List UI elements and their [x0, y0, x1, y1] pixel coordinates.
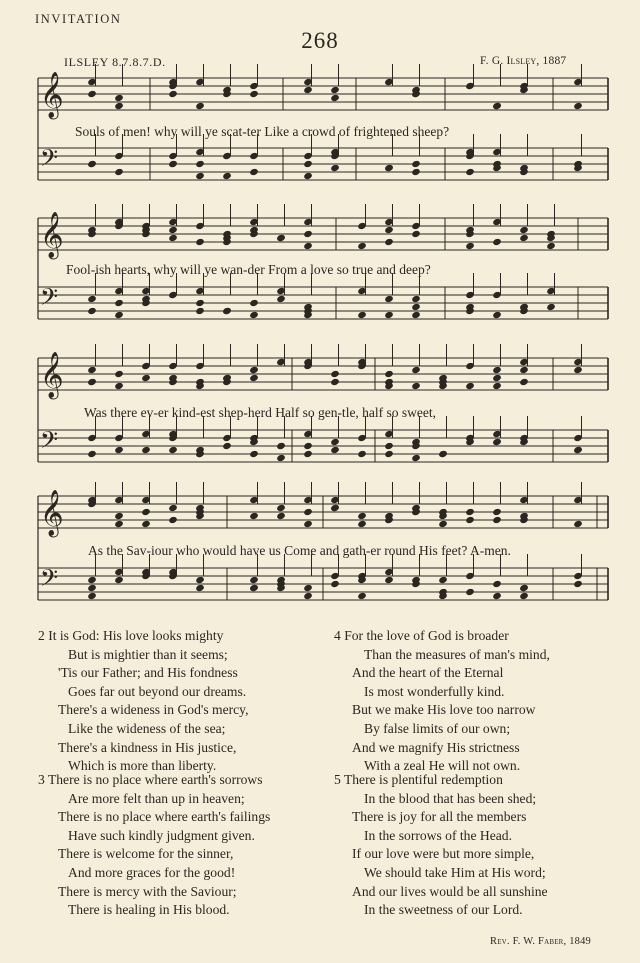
- note-head: [276, 512, 286, 520]
- note-head: [249, 512, 259, 520]
- note-head: [249, 299, 259, 307]
- note-head: [168, 90, 178, 98]
- note-head: [87, 378, 97, 386]
- note-head: [465, 508, 475, 516]
- note-head: [195, 172, 205, 180]
- note-head: [330, 86, 340, 94]
- note-head: [87, 366, 97, 374]
- note-head: [384, 576, 394, 584]
- note-head: [411, 295, 421, 303]
- note-head: [573, 520, 583, 528]
- note-head: [276, 504, 286, 512]
- verse-line: Than the measures of man's mind,: [364, 646, 550, 662]
- note-head: [249, 168, 259, 176]
- note-head: [492, 508, 502, 516]
- note-head: [114, 102, 124, 110]
- author-credit: Rev. F. W. Faber, 1849: [490, 936, 591, 947]
- note-head: [303, 160, 313, 168]
- note-head: [411, 160, 421, 168]
- verse-3: [38, 771, 270, 920]
- note-head: [168, 516, 178, 524]
- note-head: [492, 382, 502, 390]
- treble-clef-icon: 𝄞: [40, 212, 64, 258]
- verse-line: There is welcome for the sinner,: [58, 846, 234, 862]
- note-head: [519, 366, 529, 374]
- verse-5: [334, 771, 548, 920]
- lyric-line: Was there ev-er kind-est shep-herd Half so gen-tle, half so sweet,: [84, 405, 437, 420]
- verse-line: Like the wideness of the sea;: [68, 720, 226, 736]
- bass-clef-icon: 𝄢: [40, 144, 59, 177]
- lyric-line: As the Sav-iour who would have us Come and gath-er round His feet? A-men.: [88, 543, 511, 558]
- note-head: [222, 172, 232, 180]
- note-head: [87, 584, 97, 592]
- note-head: [249, 90, 259, 98]
- note-head: [141, 374, 151, 382]
- note-head: [492, 438, 502, 446]
- note-head: [519, 378, 529, 386]
- note-head: [519, 592, 529, 600]
- verse-line: But is mightier than it seems;: [68, 646, 228, 662]
- verse-line: Is most wonderfully kind.: [364, 683, 505, 699]
- note-head: [384, 450, 394, 458]
- note-head: [357, 242, 367, 250]
- note-head: [87, 576, 97, 584]
- note-head: [303, 172, 313, 180]
- note-head: [357, 311, 367, 319]
- note-head: [168, 160, 178, 168]
- note-head: [519, 234, 529, 242]
- note-head: [330, 438, 340, 446]
- verse-line: And the heart of the Eternal: [352, 665, 504, 681]
- note-head: [303, 450, 313, 458]
- section-label: INVITATION: [35, 12, 122, 26]
- note-head: [492, 238, 502, 246]
- note-head: [168, 226, 178, 234]
- note-head: [114, 168, 124, 176]
- treble-clef-icon: 𝄞: [40, 490, 64, 536]
- verse-line: If our love were but more simple,: [352, 846, 535, 862]
- note-head: [141, 446, 151, 454]
- note-head: [276, 234, 286, 242]
- note-head: [492, 516, 502, 524]
- note-head: [276, 442, 286, 450]
- note-head: [330, 370, 340, 378]
- note-head: [411, 366, 421, 374]
- note-head: [546, 242, 556, 250]
- note-head: [168, 504, 178, 512]
- verse-line: There is mercy with the Saviour;: [58, 883, 237, 899]
- verse-line: 5 There is plentiful redemption: [334, 772, 503, 787]
- note-head: [249, 584, 259, 592]
- note-head: [114, 382, 124, 390]
- verse-line: There is no place where earth's failings: [58, 809, 271, 825]
- note-head: [411, 230, 421, 238]
- note-head: [195, 584, 205, 592]
- note-head: [114, 311, 124, 319]
- note-head: [330, 378, 340, 386]
- verse-line: We should take Him at His word;: [364, 864, 546, 880]
- note-head: [411, 168, 421, 176]
- note-head: [492, 102, 502, 110]
- note-head: [249, 576, 259, 584]
- verse-line: Which is more than liberty.: [68, 758, 217, 774]
- note-head: [411, 382, 421, 390]
- note-head: [114, 576, 124, 584]
- verse-line: Goes far out beyond our dreams.: [68, 683, 247, 699]
- note-head: [384, 295, 394, 303]
- note-head: [303, 230, 313, 238]
- note-head: [330, 164, 340, 172]
- note-head: [384, 238, 394, 246]
- note-head: [384, 370, 394, 378]
- note-head: [357, 520, 367, 528]
- note-head: [384, 164, 394, 172]
- note-head: [114, 446, 124, 454]
- bass-clef-icon: 𝄢: [40, 564, 59, 597]
- note-head: [114, 520, 124, 528]
- note-head: [87, 90, 97, 98]
- lyric-line: Souls of men! why will ye scat-ter Like a crowd of frightened sheep?: [75, 124, 450, 139]
- hymn-number: 268: [301, 28, 339, 53]
- note-head: [492, 592, 502, 600]
- note-head: [195, 102, 205, 110]
- note-head: [330, 580, 340, 588]
- tune-name: ILSLEY 8.7.8.7.D.: [64, 55, 166, 69]
- note-head: [411, 454, 421, 462]
- note-head: [195, 238, 205, 246]
- note-head: [438, 576, 448, 584]
- verse-line: And our lives would be all sunshine: [352, 883, 548, 899]
- note-head: [357, 592, 367, 600]
- verse-line: But we make His love too narrow: [352, 702, 536, 718]
- note-head: [303, 442, 313, 450]
- note-head: [492, 580, 502, 588]
- note-head: [222, 307, 232, 315]
- note-head: [519, 226, 529, 234]
- note-head: [438, 520, 448, 528]
- verse-line: There is healing in His blood.: [68, 902, 230, 918]
- verse-2: [38, 627, 249, 776]
- note-head: [492, 311, 502, 319]
- note-head: [87, 450, 97, 458]
- verse-line: By false limits of our own;: [364, 720, 511, 736]
- note-head: [168, 446, 178, 454]
- note-head: [195, 299, 205, 307]
- note-head: [195, 307, 205, 315]
- note-head: [465, 168, 475, 176]
- note-head: [168, 234, 178, 242]
- note-head: [87, 307, 97, 315]
- note-head: [249, 450, 259, 458]
- note-head: [303, 508, 313, 516]
- note-head: [384, 442, 394, 450]
- note-head: [141, 520, 151, 528]
- bass-clef-icon: 𝄢: [40, 426, 59, 459]
- verse-line: And we magnify His strictness: [352, 739, 520, 755]
- note-head: [573, 102, 583, 110]
- note-head: [276, 454, 286, 462]
- note-head: [87, 160, 97, 168]
- note-head: [546, 303, 556, 311]
- note-head: [330, 446, 340, 454]
- verse-line: Have such kindly judgment given.: [68, 827, 255, 843]
- note-head: [465, 382, 475, 390]
- note-head: [573, 580, 583, 588]
- verse-line: And more graces for the good!: [68, 864, 236, 880]
- note-head: [303, 520, 313, 528]
- note-head: [249, 311, 259, 319]
- note-head: [573, 446, 583, 454]
- note-head: [87, 295, 97, 303]
- note-head: [141, 508, 151, 516]
- note-head: [465, 242, 475, 250]
- note-head: [411, 303, 421, 311]
- verse-line: 4 For the love of God is broader: [334, 628, 509, 643]
- verse-line: 2 It is God: His love looks mighty: [38, 628, 224, 643]
- bass-clef-icon: 𝄢: [40, 283, 59, 316]
- lyric-line: Fool-ish hearts, why will ye wan-der From a love so true and deep?: [66, 262, 431, 277]
- note-head: [357, 450, 367, 458]
- note-head: [114, 512, 124, 520]
- note-head: [303, 242, 313, 250]
- note-head: [114, 299, 124, 307]
- treble-clef-icon: 𝄞: [40, 352, 64, 398]
- note-head: [249, 366, 259, 374]
- note-head: [276, 295, 286, 303]
- verse-line: In the sorrows of the Head.: [364, 827, 512, 843]
- note-head: [195, 160, 205, 168]
- note-head: [492, 366, 502, 374]
- note-head: [330, 504, 340, 512]
- note-head: [222, 442, 232, 450]
- note-head: [492, 374, 502, 382]
- note-head: [303, 584, 313, 592]
- note-head: [573, 366, 583, 374]
- note-head: [330, 94, 340, 102]
- note-head: [303, 86, 313, 94]
- note-head: [465, 516, 475, 524]
- treble-clef-icon: 𝄞: [40, 72, 64, 118]
- composer-credit: F. G. Ilsley, 1887: [480, 55, 567, 67]
- verse-4: [334, 627, 550, 776]
- note-head: [438, 450, 448, 458]
- verse-line: In the sweetness of our Lord.: [364, 902, 523, 918]
- verse-line: In the blood that has been shed;: [364, 790, 537, 806]
- verse-line: 'Tis our Father; and His fondness: [58, 665, 238, 681]
- note-head: [114, 94, 124, 102]
- note-head: [114, 370, 124, 378]
- verse-line: There is joy for all the members: [352, 809, 527, 825]
- note-head: [303, 592, 313, 600]
- verse-line: There's a kindness in His justice,: [58, 739, 237, 755]
- verse-line: Are more felt than up in heaven;: [68, 790, 245, 806]
- note-head: [411, 311, 421, 319]
- verse-line: With a zeal He will not own.: [364, 758, 521, 774]
- note-head: [195, 576, 205, 584]
- note-head: [384, 311, 394, 319]
- note-head: [357, 512, 367, 520]
- verse-line: 3 There is no place where earth's sorrows: [38, 772, 263, 787]
- note-head: [384, 226, 394, 234]
- note-head: [87, 592, 97, 600]
- note-head: [519, 584, 529, 592]
- verse-line: There's a wideness in God's mercy,: [58, 702, 249, 718]
- note-head: [249, 374, 259, 382]
- note-head: [465, 588, 475, 596]
